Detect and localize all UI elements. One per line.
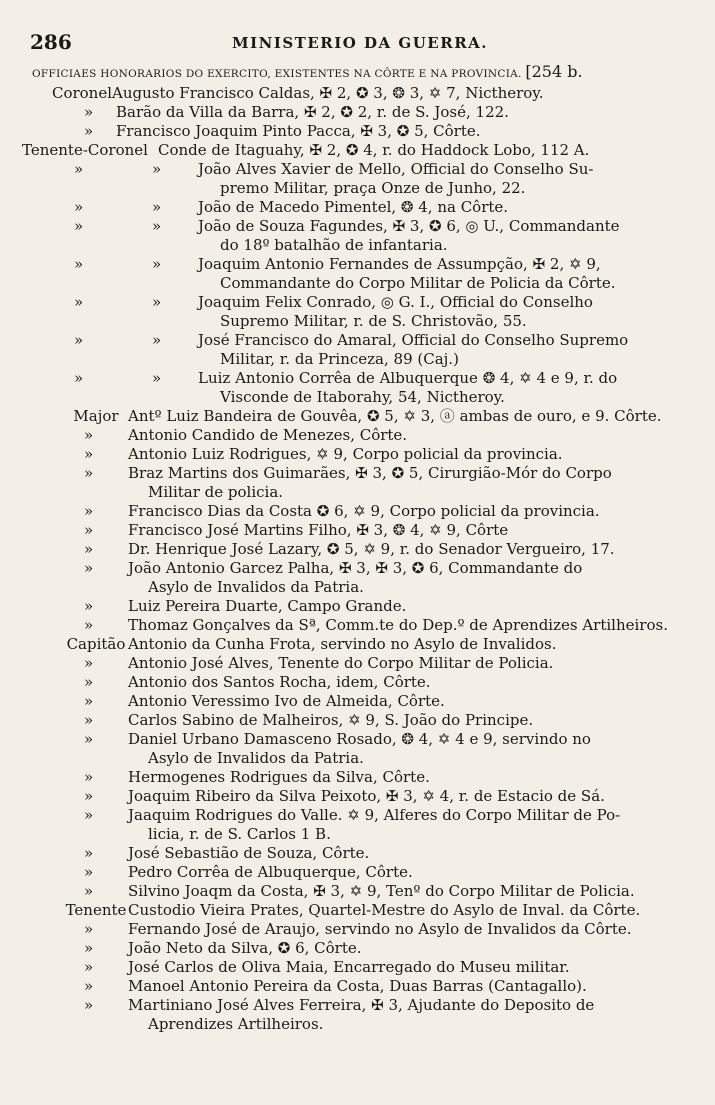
officer-entry — [0, 901, 715, 920]
ditto-mark: » — [84, 958, 94, 976]
rank-label: Tenente-Coronel — [22, 141, 148, 159]
ditto-mark: » — [84, 616, 94, 634]
rank-label: Capitão — [66, 635, 126, 653]
officer-entry — [0, 255, 715, 274]
ditto-mark: » — [74, 160, 84, 178]
entry-continuation — [0, 388, 715, 407]
ditto-mark: » — [84, 768, 94, 786]
officer-name: Francisco Dias da Costa ✪ 6, ✡ 9, Corpo policial da provincia. — [128, 502, 600, 520]
officer-name: Daniel Urbano Damasceno Rosado, ❂ 4, ✡ 4 e 9, servindo no — [128, 730, 591, 748]
officer-name: Martiniano José Alves Ferreira, ✠ 3, Ajudante do Deposito de — [128, 996, 595, 1014]
officer-list — [0, 84, 715, 1034]
officer-name: João de Macedo Pimentel, ❂ 4, na Côrte. — [198, 198, 509, 216]
officer-name: Conde de Itaguahy, ✠ 2, ✪ 4, r. do Haddock Lobo, 112 A. — [158, 141, 590, 159]
ditto-mark: » — [84, 711, 94, 729]
ditto-mark: » — [84, 692, 94, 710]
ditto-mark: » — [152, 369, 162, 387]
ditto-mark: » — [84, 787, 94, 805]
ditto-mark: » — [74, 369, 84, 387]
officer-name: Antº Luiz Bandeira de Gouvêa, ✪ 5, ✡ 3, ⓐ ambas de ouro, e 9. Côrte. — [128, 407, 662, 425]
continuation-text: Militar de policia. — [148, 483, 284, 501]
ditto-mark: » — [84, 540, 94, 558]
ditto-mark: » — [84, 559, 94, 577]
section-heading-text: OFFICIAES HONORARIOS DO EXERCITO, EXISTENTES NA CÔRTE E NA PROVINCIA. — [32, 68, 522, 80]
continuation-text: Asylo de Invalidos da Patria. — [148, 749, 364, 767]
officer-entry — [0, 521, 715, 540]
officer-name: Silvino Joaqm da Costa, ✠ 3, ✡ 9, Tenº do Corpo Militar de Policia. — [128, 882, 635, 900]
ditto-mark: » — [84, 122, 94, 140]
ditto-mark: » — [84, 521, 94, 539]
ditto-mark: » — [84, 977, 94, 995]
officer-entry — [0, 141, 715, 160]
officer-entry — [0, 882, 715, 901]
officer-name: Carlos Sabino de Malheiros, ✡ 9, S. João do Principe. — [128, 711, 534, 729]
continuation-text: Asylo de Invalidos da Patria. — [148, 578, 364, 596]
ditto-mark: » — [74, 331, 84, 349]
rank-label: Major — [73, 407, 119, 425]
ditto-mark: » — [84, 464, 94, 482]
officer-name: João Neto da Silva, ✪ 6, Côrte. — [128, 939, 362, 957]
ditto-mark: » — [84, 939, 94, 957]
officer-entry — [0, 369, 715, 388]
officer-entry — [0, 217, 715, 236]
officer-name: João de Souza Fagundes, ✠ 3, ✪ 6, ◎ U., Commandante — [198, 217, 620, 235]
entry-continuation — [0, 578, 715, 597]
ditto-mark: » — [84, 673, 94, 691]
ditto-mark: » — [84, 806, 94, 824]
section-heading — [32, 62, 682, 81]
officer-entry — [0, 939, 715, 958]
entry-continuation — [0, 350, 715, 369]
officer-name: José Sebastião de Souza, Côrte. — [128, 844, 370, 862]
officer-name: Antonio Candido de Menezes, Côrte. — [128, 426, 408, 444]
ditto-mark: » — [74, 255, 84, 273]
officer-name: Joaquim Felix Conrado, ◎ G. I., Official do Conselho — [198, 293, 593, 311]
ditto-mark: » — [84, 597, 94, 615]
officer-name: Augusto Francisco Caldas, ✠ 2, ✪ 3, ❂ 3, ✡ 7, Nictheroy. — [112, 84, 544, 102]
officer-name: João Alves Xavier de Mello, Official do Conselho Su- — [198, 160, 594, 178]
officer-name: Custodio Vieira Prates, Quartel-Mestre do Asylo de Inval. da Côrte. — [128, 901, 641, 919]
ditto-mark: » — [84, 426, 94, 444]
continuation-text: Visconde de Itaborahy, 54, Nictheroy. — [220, 388, 505, 406]
officer-name: Luiz Pereira Duarte, Campo Grande. — [128, 597, 407, 615]
ditto-mark: » — [84, 844, 94, 862]
officer-name: Fernando José de Araujo, servindo no Asylo de Invalidos da Côrte. — [128, 920, 632, 938]
officer-entry — [0, 977, 715, 996]
officer-entry — [0, 711, 715, 730]
ditto-mark: » — [84, 882, 94, 900]
running-title: MINISTERIO DA GUERRA. — [231, 34, 489, 52]
officer-entry — [0, 996, 715, 1015]
officer-name: Antonio dos Santos Rocha, idem, Côrte. — [128, 673, 431, 691]
entry-continuation — [0, 1015, 715, 1034]
ditto-mark: » — [84, 103, 94, 121]
officer-name: Dr. Henrique José Lazary, ✪ 5, ✡ 9, r. do Senador Vergueiro, 17. — [128, 540, 615, 558]
officer-entry — [0, 806, 715, 825]
ditto-mark: » — [84, 502, 94, 520]
officer-name: João Antonio Garcez Palha, ✠ 3, ✠ 3, ✪ 6, Commandante do — [128, 559, 583, 577]
ditto-mark: » — [84, 863, 94, 881]
officer-entry — [0, 958, 715, 977]
entry-continuation — [0, 825, 715, 844]
officer-name: Antonio José Alves, Tenente do Corpo Militar de Policia. — [128, 654, 554, 672]
officer-entry — [0, 540, 715, 559]
rank-label: Coronel — [51, 84, 113, 102]
entry-continuation — [0, 179, 715, 198]
officer-entry — [0, 673, 715, 692]
officer-name: Antonio Luiz Rodrigues, ✡ 9, Corpo policial da provincia. — [128, 445, 563, 463]
officer-entry — [0, 198, 715, 217]
officer-entry — [0, 103, 715, 122]
officer-name: Francisco José Martins Filho, ✠ 3, ❂ 4, ✡ 9, Côrte — [128, 521, 509, 539]
ditto-mark: » — [74, 293, 84, 311]
entry-continuation — [0, 312, 715, 331]
officer-entry — [0, 597, 715, 616]
officer-entry — [0, 559, 715, 578]
continuation-text: Militar, r. da Princeza, 89 (Caj.) — [220, 350, 459, 368]
officer-entry — [0, 787, 715, 806]
ditto-mark: » — [152, 331, 162, 349]
ditto-mark: » — [74, 198, 84, 216]
officer-entry — [0, 616, 715, 635]
officer-name: Antonio Veressimo Ivo de Almeida, Côrte. — [128, 692, 445, 710]
officer-entry — [0, 863, 715, 882]
entry-continuation — [0, 749, 715, 768]
officer-name: Joaquim Ribeiro da Silva Peixoto, ✠ 3, ✡ 4, r. de Estacio de Sá. — [128, 787, 605, 805]
ditto-mark: » — [152, 160, 162, 178]
officer-name: Jaaquim Rodrigues do Valle. ✡ 9, Alferes do Corpo Militar de Po- — [128, 806, 621, 824]
officer-name: Francisco Joaquim Pinto Pacca, ✠ 3, ✪ 5, Côrte. — [116, 122, 481, 140]
ditto-mark: » — [84, 730, 94, 748]
ditto-mark: » — [152, 293, 162, 311]
continuation-text: premo Militar, praça Onze de Junho, 22. — [220, 179, 526, 197]
officer-entry — [0, 331, 715, 350]
officer-entry — [0, 768, 715, 787]
officer-name: Barão da Villa da Barra, ✠ 2, ✪ 2, r. de S. José, 122. — [116, 103, 509, 121]
officer-name: Pedro Corrêa de Albuquerque, Côrte. — [128, 863, 413, 881]
continuation-text: do 18º batalhão de infantaria. — [220, 236, 448, 254]
officer-entry — [0, 122, 715, 141]
officer-entry — [0, 160, 715, 179]
officer-name: José Carlos de Oliva Maia, Encarregado do Museu militar. — [128, 958, 570, 976]
entry-continuation — [0, 483, 715, 502]
officer-entry — [0, 635, 715, 654]
officer-entry — [0, 730, 715, 749]
entry-continuation — [0, 274, 715, 293]
officer-name: Luiz Antonio Corrêa de Albuquerque ❂ 4, ✡ 4 e 9, r. do — [198, 369, 618, 387]
officer-entry — [0, 426, 715, 445]
officer-entry — [0, 502, 715, 521]
officer-entry — [0, 445, 715, 464]
rank-label: Tenente — [65, 901, 127, 919]
officer-name: Braz Martins dos Guimarães, ✠ 3, ✪ 5, Cirurgião-Mór do Corpo — [128, 464, 612, 482]
page-number: 286 — [30, 30, 72, 54]
officer-name: Hermogenes Rodrigues da Silva, Côrte. — [128, 768, 430, 786]
officer-entry — [0, 654, 715, 673]
ditto-mark: » — [152, 217, 162, 235]
officer-entry — [0, 407, 715, 426]
officer-name: Thomaz Gonçalves da Sª, Comm.te do Dep.º de Aprendizes Artilheiros. — [128, 616, 668, 634]
section-tag: [254 b. — [525, 62, 583, 81]
ditto-mark: » — [84, 920, 94, 938]
ditto-mark: » — [74, 217, 84, 235]
ditto-mark: » — [152, 198, 162, 216]
officer-name: Joaquim Antonio Fernandes de Assumpção, ✠ 2, ✡ 9, — [198, 255, 601, 273]
officer-entry — [0, 84, 715, 103]
continuation-text: Commandante do Corpo Militar de Policia da Côrte. — [220, 274, 616, 292]
officer-entry — [0, 464, 715, 483]
ditto-mark: » — [84, 445, 94, 463]
officer-name: José Francisco do Amaral, Official do Conselho Supremo — [198, 331, 629, 349]
ditto-mark: » — [84, 654, 94, 672]
continuation-text: Aprendizes Artilheiros. — [148, 1015, 324, 1033]
officer-entry — [0, 920, 715, 939]
entry-continuation — [0, 236, 715, 255]
continuation-text: Supremo Militar, r. de S. Christovão, 55. — [220, 312, 527, 330]
ditto-mark: » — [152, 255, 162, 273]
page-header — [30, 30, 690, 60]
continuation-text: licia, r. de S. Carlos 1 B. — [148, 825, 331, 843]
ditto-mark: » — [84, 996, 94, 1014]
officer-entry — [0, 844, 715, 863]
officer-entry — [0, 293, 715, 312]
officer-name: Manoel Antonio Pereira da Costa, Duas Barras (Cantagallo). — [128, 977, 587, 995]
officer-name: Antonio da Cunha Frota, servindo no Asylo de Invalidos. — [128, 635, 557, 653]
officer-entry — [0, 692, 715, 711]
